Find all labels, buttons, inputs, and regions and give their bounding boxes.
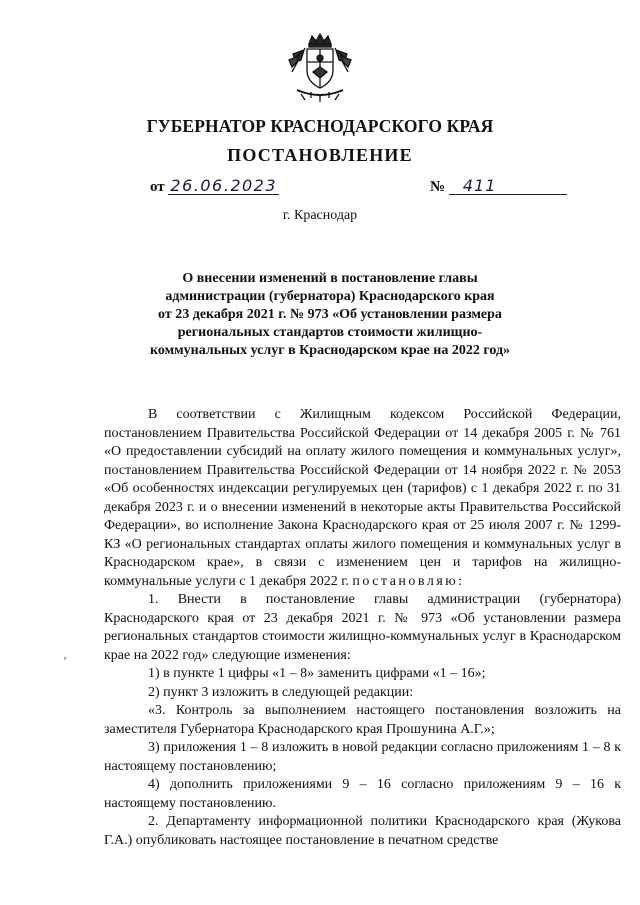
subitem-4: 4) дополнить приложениями 9 – 16 согласно приложениям 9 – 16 к настоящему постановлению.: [104, 777, 621, 811]
date-value: 26.06.2023: [170, 176, 278, 195]
document-heading: [130, 270, 530, 360]
document-body: [104, 406, 621, 850]
heading-line: О внесении изменений в постановление главы: [182, 271, 478, 286]
date-field: [150, 178, 279, 196]
preamble-paragraph: [104, 406, 621, 591]
date-prefix: от: [150, 179, 165, 195]
heading-line: коммунальных услуг в Краснодарском крае на 2022 год»: [149, 343, 511, 358]
preamble-text: В соответствии с Жилищным кодексом Российской Федерации, постановлением Правительства Российской Федерации от 14 декабря 2005 г. № 761 «О предоставлении субсидий на оплату жилого помещения и коммунальных услуг», постановлением Правительства Российской Федерации от 14 ноября 2022 г. № 2053 «Об особенностях индексации регулируемых цен (тарифов) с 1 декабря 2022 г. по 31 декабря 2023 г. и о внесении изменений в некоторые акты Правительства Российской Федерации», во исполнение Закона Краснодарского края от 25 июля 2007 г. № 1299-КЗ «О региональных стандартах оплаты жилого помещения и коммунальных услуг в Краснодарском крае», в связи с изменением цен и тарифов на жилищно-коммунальные услуги с 1 декабря 2022 г.: [104, 407, 621, 589]
document-type: ПОСТАНОВЛЕНИЕ: [227, 145, 413, 165]
city: г. Краснодар: [282, 208, 358, 223]
governor-title: ГУБЕРНАТОР КРАСНОДАРСКОГО КРАЯ: [146, 116, 494, 136]
number-prefix: №: [430, 179, 446, 195]
subitem-2-quote: «3. Контроль за выполнением настоящего постановления возложить на заместителя Губернатора Краснодарского края Прошунина А.Г.»;: [104, 703, 621, 737]
number-field: [430, 178, 567, 196]
subitem-2: 2) пункт 3 изложить в следующей редакции:: [148, 684, 414, 700]
item-2-paragraph: 2. Департаменту информационной политики Краснодарского края (Жукова Г.А.) опубликовать настоящее постановление в печатном средстве: [104, 814, 621, 848]
heading-line: администрации (губернатора) Краснодарского края: [165, 289, 495, 304]
krasnodar-coat-of-arms-icon: [287, 32, 353, 104]
heading-line: региональных стандартов стоимости жилищно-: [177, 325, 483, 340]
margin-mark: ‚: [63, 647, 67, 661]
item-1-paragraph: 1. Внести в постановление главы администрации (губернатора) Краснодарского края от 23 декабря 2021 г. № 973 «Об установлении размера региональных стандартов стоимости жилищно-коммунальных услуг в Краснодарском крае на 2022 год» следующие изменения:: [104, 592, 621, 663]
decree-word: постановляю:: [352, 573, 465, 589]
heading-line: от 23 декабря 2021 г. № 973 «Об установлении размера: [158, 307, 502, 322]
subitem-3: 3) приложения 1 – 8 изложить в новой редакции согласно приложениям 1 – 8 к настоящему постановлению;: [104, 740, 621, 774]
number-value: 411: [449, 178, 567, 195]
subitem-1: 1) в пункте 1 цифры «1 – 8» заменить цифрами «1 – 16»;: [148, 666, 486, 681]
